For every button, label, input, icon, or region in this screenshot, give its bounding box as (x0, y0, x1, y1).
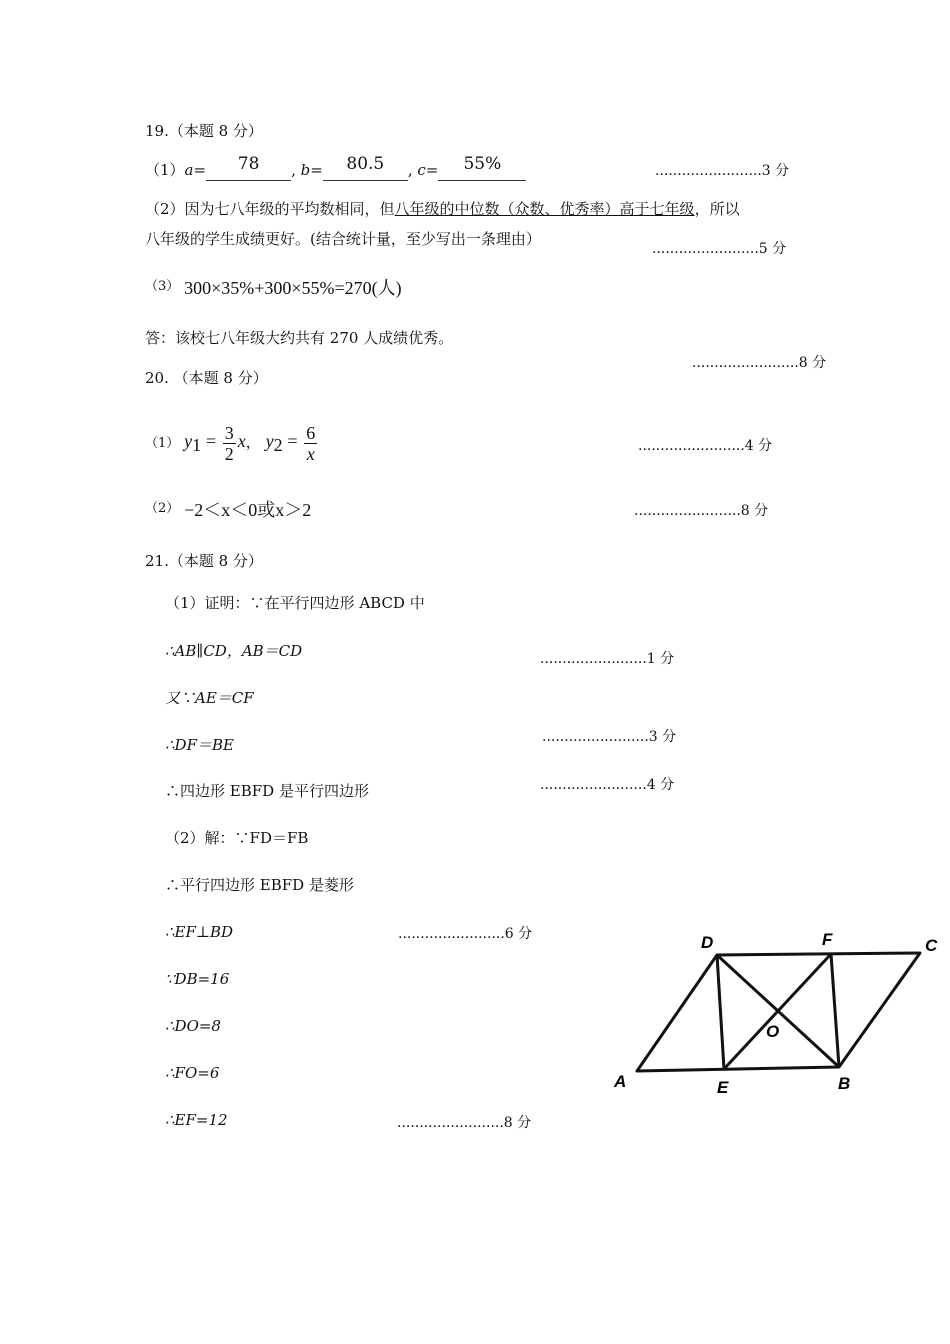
q19-p2-underlined: 八年级的中位数（众数、优秀率）高于七年级 (394, 200, 695, 218)
q21-line5: ∴四边形 EBFD 是平行四边形 (165, 782, 369, 800)
b-value: 80.5 (346, 154, 385, 174)
q19-p2-end: ，所以 (694, 200, 740, 218)
q20-p1-prefix: （1） (145, 436, 180, 451)
a-blank (206, 154, 291, 181)
fraction-1 (223, 423, 236, 464)
q21-line11: ∴FO=6 (165, 1064, 220, 1082)
frac2-numerator: 6 (306, 422, 316, 443)
q19-answer: 答：该校七八年级大约共有 270 人成绩优秀。 (145, 329, 454, 347)
q21-line1: （1）证明：∵在平行四边形 ABCD 中 (165, 594, 425, 612)
label-b: B (838, 1074, 851, 1093)
segment-fe (724, 954, 831, 1069)
label-e: E (717, 1078, 729, 1097)
q21-header: 21.（本题 8 分） (145, 552, 263, 570)
separator: ， (245, 433, 261, 451)
q20-p2-formula: −2＜x＜0或x＞2 (184, 500, 312, 520)
q21-line10: ∴DO=8 (165, 1017, 221, 1035)
q19-part2-line2: 八年级的学生成绩更好。(结合统计量，至少写出一条理由） (145, 230, 541, 248)
segment-de (717, 955, 724, 1069)
label-f: F (822, 930, 833, 949)
x-var: x (237, 431, 246, 451)
c-label: c (417, 161, 426, 179)
b-blank (323, 154, 408, 181)
a-label: a (184, 161, 194, 179)
q19-p1-points: ........................3 分 (655, 163, 790, 179)
y1-symbol: y (184, 431, 193, 451)
q21-l5-points: ........................4 分 (540, 777, 675, 793)
q21-line7: ∴平行四边形 EBFD 是菱形 (165, 876, 354, 894)
y1-sub: 1 (192, 435, 202, 455)
q21-l8-points: ........................6 分 (398, 926, 533, 942)
q21-l4-points: ........................3 分 (542, 729, 677, 745)
fraction-2 (304, 423, 317, 464)
frac2-denominator: x (306, 443, 315, 464)
q19-p3-prefix: （3） (145, 279, 180, 294)
q21-line12: ∴EF=12 (165, 1111, 228, 1129)
q19-header: 19.（本题 8 分） (145, 122, 263, 140)
c-blank (438, 154, 526, 181)
q21-l2-points: ........................1 分 (540, 651, 675, 667)
q21-line8: ∴EF⊥BD (165, 923, 234, 941)
q19-p2-points: ........................5 分 (652, 241, 787, 257)
y2-sub: 2 (273, 435, 283, 455)
q20-p2-points: ........................8 分 (634, 503, 769, 519)
label-a: A (614, 1072, 627, 1091)
frac1-numerator: 3 (224, 422, 234, 443)
segment-fb (831, 954, 839, 1067)
parallelogram-figure (600, 920, 950, 1100)
q19-part3 (145, 278, 402, 301)
b-label: b (300, 161, 311, 179)
q20-part1: （1） $y_1$ = $\frac{3}{2}$ x， $y_2$ = $\frac{6}{x}$ (145, 422, 316, 464)
q19-part2-line1 (145, 199, 740, 219)
q21-line9: ∵DB=16 (165, 970, 230, 988)
q21-line6: （2）解：∵FD＝FB (165, 829, 309, 847)
label-c: C (925, 936, 938, 955)
q20-part2 (145, 500, 311, 523)
label-o: O (766, 1022, 780, 1041)
q20-header: 20. （本题 8 分） (145, 369, 268, 387)
q21-l12-points: ........................8 分 (397, 1115, 532, 1131)
frac1-denominator: 2 (224, 443, 234, 464)
label-d: D (701, 933, 714, 952)
q19-p3-formula: 300×35%+300×55%=270(人) (184, 278, 402, 298)
a-value: 78 (237, 154, 260, 174)
q19-p2-start: （2）因为七八年级的平均数相同，但 (145, 200, 395, 218)
q21-line3: 又∵AE＝CF (165, 689, 254, 707)
q19-p1-prefix: （1） (145, 161, 185, 179)
q20-p1-points: ........................4 分 (638, 438, 773, 454)
q21-line2: ∴AB∥CD，AB＝CD (165, 642, 303, 660)
q19-p3-points: ........................8 分 (692, 355, 827, 371)
q20-p2-prefix: （2） (145, 501, 180, 516)
q19-part1: （1）a= 78 , b= 80.5 , c= 55% (145, 160, 526, 181)
c-value: 55% (463, 154, 502, 174)
q21-line4: ∴DF＝BE (165, 736, 234, 754)
y2-symbol: y (265, 431, 274, 451)
